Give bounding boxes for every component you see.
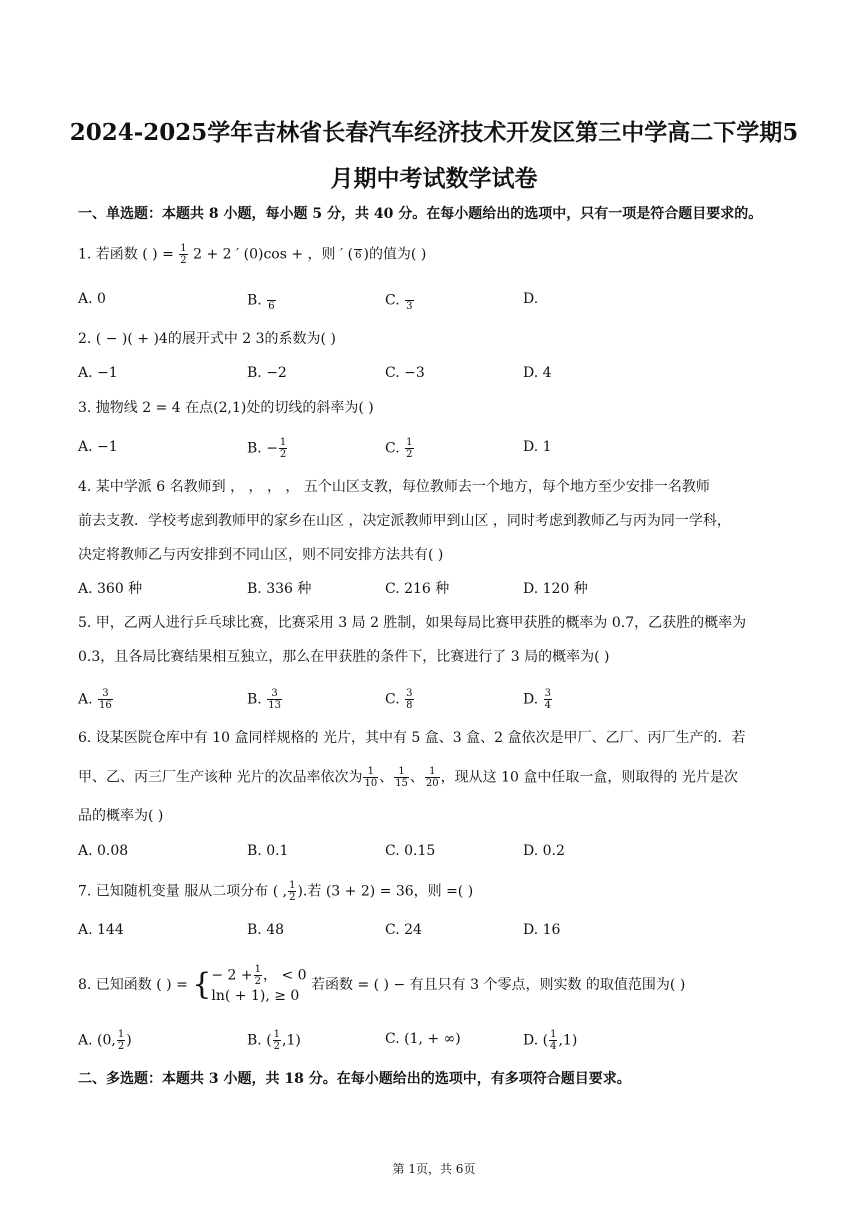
- q6-option-d[interactable]: D. 0.2: [523, 843, 565, 859]
- brace-symbol: {: [192, 967, 212, 1002]
- question-1-stem-c: 的值为( ): [368, 246, 427, 263]
- question-5-line-1: 5. 甲，乙两人进行乒乓球比赛，比赛采用 3 局 2 胜制，如果每局比赛甲获胜的概率为 0.7，乙获胜的概率为: [78, 615, 747, 631]
- q1-option-b[interactable]: B. 6: [247, 289, 277, 312]
- q3-option-b[interactable]: B. − $\frac{1}{2}$: [247, 437, 287, 460]
- question-1: 1. 若函数 ( ) = $\frac{1}{2}$ 2 + 2 ′ (0)cos + ，则 ′ ( 6 )的值为( ): [78, 243, 427, 266]
- q8-option-c[interactable]: C. (1, + ∞): [385, 1031, 461, 1047]
- piecewise-cases: − 2 + $\frac{1}{2}$ ， < 0 ln( + 1), ≥ 0: [211, 964, 307, 1004]
- question-6-line-2: 甲、乙、丙三厂生产该种 光片的次品率依次为 $\frac{1}{10}$ 、 $\frac{1}{15}$ 、 $\frac{1}{20}$ ，现从这 10 盒中任取一盒，则取得的 光片是次: [78, 766, 738, 789]
- q4-option-a[interactable]: A. 360 种: [78, 581, 143, 597]
- q8-option-b[interactable]: B. ( $\frac{1}{2}$ ,1): [247, 1029, 301, 1052]
- q1-option-d[interactable]: D.: [523, 291, 539, 307]
- question-2: 2. ( − )( + )4的展开式中 2 3的系数为( ): [78, 331, 336, 347]
- q1-option-c[interactable]: C. 3: [385, 289, 415, 312]
- q5-option-d[interactable]: D. $\frac{3}{4}$: [523, 688, 552, 711]
- q3-option-a[interactable]: A. −1: [78, 439, 118, 455]
- q7-option-c[interactable]: C. 24: [385, 922, 422, 938]
- q6-option-c[interactable]: C. 0.15: [385, 843, 436, 859]
- q7-option-b[interactable]: B. 48: [247, 922, 285, 938]
- q6-option-a[interactable]: A. 0.08: [78, 843, 129, 859]
- question-6-line-3: 品的概率为( ): [78, 808, 164, 824]
- question-4-line-1: 4. 某中学派 6 名教师到 ， ， ， ， 五个山区支教，每位教师去一个地方，每个地方至少安排一名教师: [78, 479, 710, 495]
- q1-option-a[interactable]: A. 0: [78, 291, 106, 307]
- fraction: $\frac{1}{15}$: [395, 766, 408, 789]
- q4-option-d[interactable]: D. 120 种: [523, 581, 588, 597]
- question-3: 3. 抛物线 2 = 4 在点(2,1)处的切线的斜率为( ): [78, 400, 374, 416]
- fraction: 6: [355, 249, 362, 261]
- q3-option-c[interactable]: C. $\frac{1}{2}$: [385, 437, 413, 460]
- section-multiple-choice-heading: 二、多选题：本题共 3 小题，共 18 分。在每小题给出的选项中，有多项符合题目要求。: [78, 1071, 631, 1087]
- question-1-stem-a: 1. 若函数 ( ) =: [78, 246, 174, 263]
- q2-option-a[interactable]: A. −1: [78, 365, 118, 381]
- q8-option-a[interactable]: A. (0, $\frac{1}{2}$ ): [78, 1029, 132, 1052]
- fraction: $\frac{1}{2}$: [289, 880, 296, 903]
- q2-option-b[interactable]: B. −2: [247, 365, 287, 381]
- q8-option-d[interactable]: D. ( $\frac{1}{4}$ ,1): [523, 1029, 578, 1052]
- section-single-choice-heading: 一、单选题：本题共 8 小题，每小题 5 分，共 40 分。在每小题给出的选项中，只有一项是符合题目要求的。: [78, 206, 763, 222]
- q4-option-c[interactable]: C. 216 种: [385, 581, 450, 597]
- page-footer: 第 1页，共 6页: [392, 1162, 476, 1176]
- question-1-stem-b: 2 + 2 ′ (0)cos + ，则 ′: [193, 246, 344, 263]
- fraction: $\frac{1}{2}$: [180, 243, 187, 266]
- q7-option-d[interactable]: D. 16: [523, 922, 561, 938]
- exam-title-line-2: 月期中考试数学试卷: [330, 165, 538, 192]
- fraction: $\frac{1}{10}$: [364, 766, 378, 789]
- q5-option-b[interactable]: B. $\frac{3}{13}$: [247, 688, 281, 711]
- question-6-line-1: 6. 设某医院仓库中有 10 盒同样规格的 光片，其中有 5 盒、3 盒、2 盒依次是甲厂、乙厂、丙厂生产的．若: [78, 730, 746, 746]
- q2-option-c[interactable]: C. −3: [385, 365, 425, 381]
- q5-option-a[interactable]: A. $\frac{3}{16}$: [78, 688, 112, 711]
- fraction: $\frac{1}{20}$: [425, 766, 439, 789]
- q5-option-c[interactable]: C. $\frac{3}{8}$: [385, 688, 413, 711]
- exam-title-line-1: 2024-2025学年吉林省长春汽车经济技术开发区第三中学高二下学期5: [69, 119, 799, 146]
- q7-option-a[interactable]: A. 144: [78, 922, 124, 938]
- question-4-line-2: 前去支教．学校考虑到教师甲的家乡在山区 ，决定派教师甲到山区 ，同时考虑到教师乙与丙为同一学科，: [78, 513, 731, 529]
- question-7: 7. 已知随机变量 服从二项分布 ( , $\frac{1}{2}$ ).若 (3 + 2) = 36，则 =( ): [78, 880, 474, 903]
- q3-option-d[interactable]: D. 1: [523, 439, 552, 455]
- question-5-line-2: 0.3，且各局比赛结果相互独立，那么在甲获胜的条件下，比赛进行了 3 局的概率为( ): [78, 649, 610, 665]
- question-4-line-3: 决定将教师乙与丙安排到不同山区，则不同安排方法共有( ): [78, 547, 444, 563]
- q4-option-b[interactable]: B. 336 种: [247, 581, 312, 597]
- q2-option-d[interactable]: D. 4: [523, 365, 552, 381]
- q6-option-b[interactable]: B. 0.1: [247, 843, 289, 859]
- question-8: 8. 已知函数 ( ) = { − 2 + $\frac{1}{2}$ ， < 0 ln( + 1), ≥ 0 若函数 = ( ) − 有且只有 3 个零点，则实数 的取值范围为( ): [78, 964, 686, 1004]
